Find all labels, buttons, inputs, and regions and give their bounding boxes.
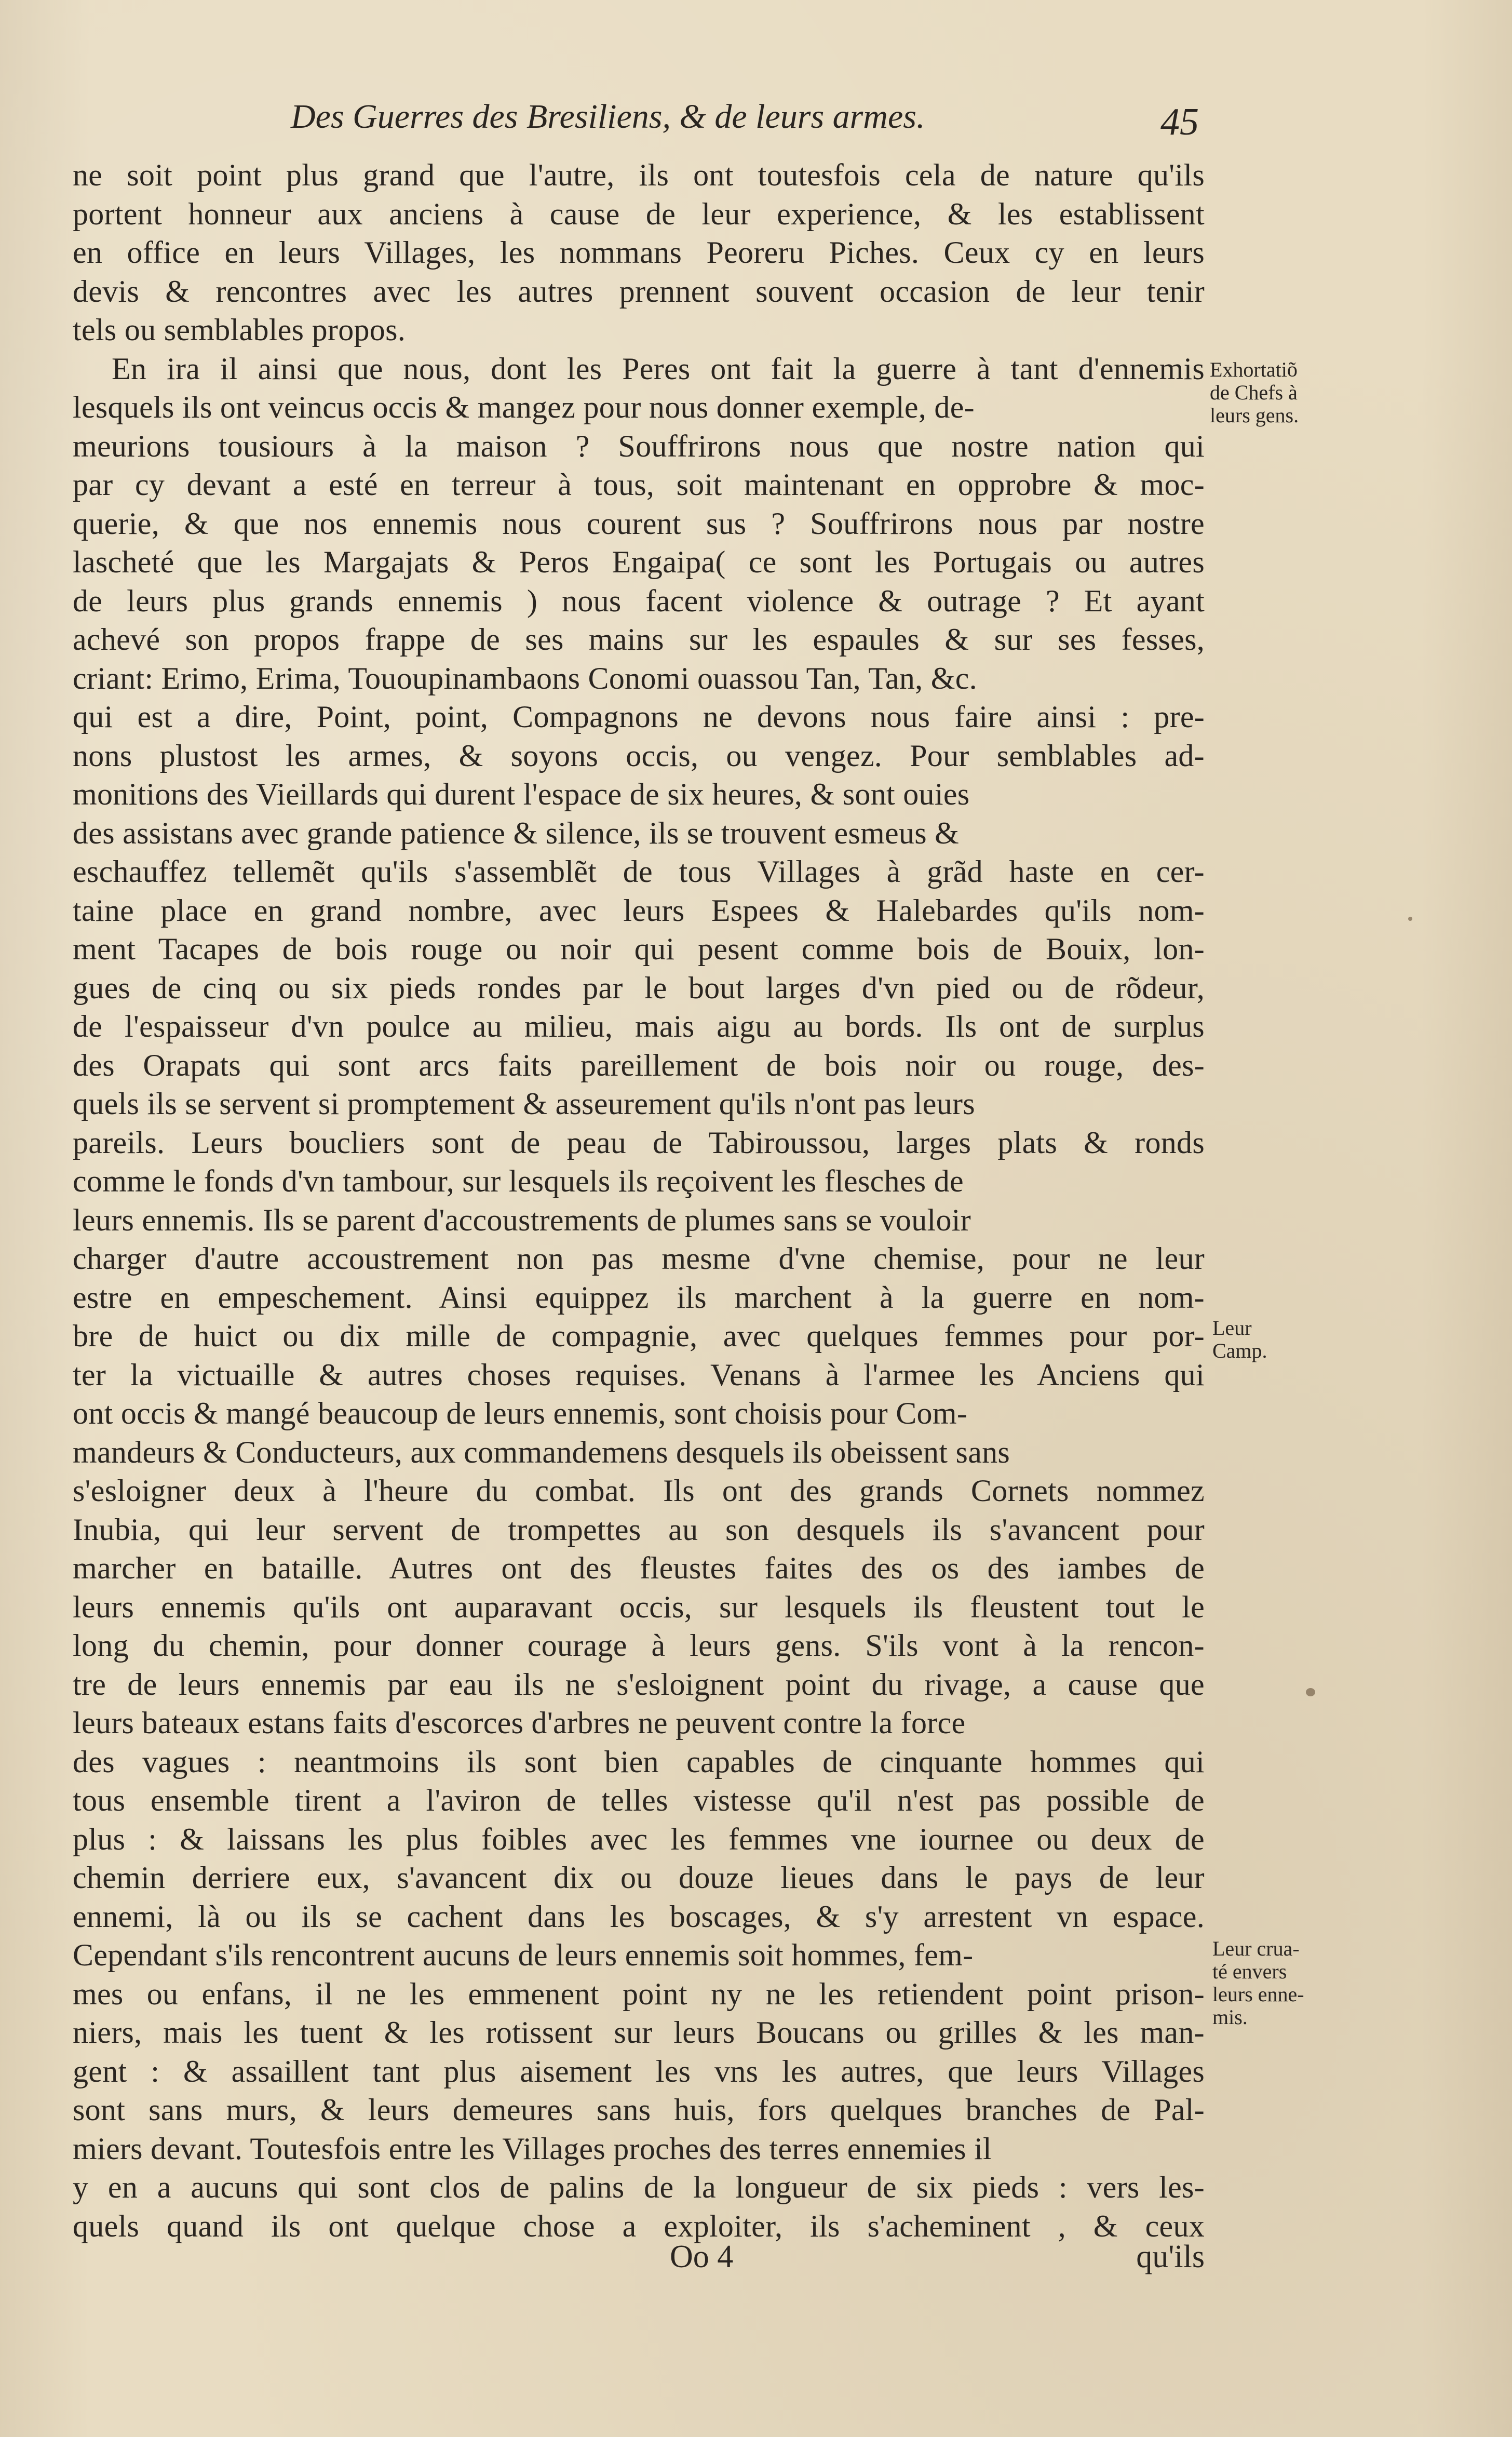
text-line: ter la victuaille & autres choses requises. Venans à l'armee les Anciens qui (73, 1357, 1205, 1392)
text-line: leurs ennemis. Ils se parent d'accoustrements de plumes sans se vouloir (73, 1202, 971, 1237)
signature-mark: Oo 4 (670, 2239, 734, 2274)
text-line: En ira il ainsi que nous, dont les Peres ont fait la guerre à tant d'ennemis (112, 351, 1205, 386)
margin-note-line: leurs gens. (1210, 404, 1299, 427)
running-title: Des Guerres des Bresiliens, & de leurs armes. (291, 98, 925, 136)
text-line: niers, mais les tuent & les rotissent sur leurs Boucans ou grilles & les man- (73, 2015, 1205, 2050)
text-line: criant: Erimo, Erima, Tououpinambaons Conomi ouassou Tan, Tan, &c. (73, 661, 977, 695)
page-number: 45 (1160, 101, 1199, 143)
catchword: qu'ils (1136, 2239, 1205, 2274)
text-line: par cy devant a esté en terreur à tous, soit maintenant en opprobre & moc- (73, 467, 1205, 502)
text-line: ment Tacapes de bois rouge ou noir qui pesent comme bois de Bouix, lon- (73, 932, 1205, 966)
text-line: plus : & laissans les plus foibles avec les femmes vne iournee ou deux de (73, 1822, 1205, 1856)
text-line: ne soit point plus grand que l'autre, ils ont toutesfois cela de nature qu'ils (73, 158, 1205, 192)
text-line: leurs ennemis qu'ils ont auparavant occis, sur lesquels ils fleustent tout le (73, 1589, 1205, 1624)
text-line: taine place en grand nombre, avec leurs Espees & Halebardes qu'ils nom- (73, 893, 1205, 928)
text-line: Inubia, qui leur servent de trompettes au son desquels ils s'avancent pour (73, 1512, 1205, 1547)
text-line: sont sans murs, & leurs demeures sans huis, fors quelques branches de Pal- (73, 2093, 1205, 2127)
text-line: des vagues : neantmoins ils sont bien capables de cinquante hommes qui (73, 1744, 1205, 1779)
body-text (73, 156, 1205, 2245)
text-line: de leurs plus grands ennemis ) nous facent violence & outrage ? Et ayant (73, 583, 1205, 618)
text-line: achevé son propos frappe de ses mains sur les espaules & sur ses fesses, (73, 622, 1205, 657)
text-line: s'esloigner deux à l'heure du combat. Ils ont des grands Cornets nommez (73, 1474, 1205, 1508)
text-line: tre de leurs ennemis par eau ils ne s'esloignent point du rivage, a cause que (73, 1667, 1205, 1702)
text-line: meurions tousiours à la maison ? Souffrirons nous que nostre nation qui (73, 429, 1205, 463)
text-line: nons plustost les armes, & soyons occis, ou vengez. Pour semblables ad- (73, 738, 1205, 773)
text-line: gues de cinq ou six pieds rondes par le bout larges d'vn pied ou de rõdeur, (73, 970, 1205, 1005)
text-line: pareils. Leurs boucliers sont de peau de Tabiroussou, larges plats & ronds (73, 1125, 1205, 1160)
text-line: des Orapats qui sont arcs faits pareillement de bois noir ou rouge, des- (73, 1048, 1205, 1082)
margin-note-line: de Chefs à (1210, 381, 1298, 404)
margin-note-line: mis. (1212, 2005, 1248, 2029)
text-line: tels ou semblables propos. (73, 313, 406, 347)
text-line: qui est a dire, Point, point, Compagnons ne devons nous faire ainsi : pre- (73, 700, 1205, 734)
text-line: lascheté que les Margajats & Peros Engaipa( ce sont les Portugais ou autres (73, 545, 1205, 579)
margin-note-cruaute (1212, 1937, 1304, 2029)
text-line: quels ils se servent si promptement & asseurement qu'ils n'ont pas leurs (73, 1087, 975, 1121)
text-line: chemin derriere eux, s'avancent dix ou douze lieues dans le pays de leur (73, 1860, 1205, 1895)
margin-note-exhortation (1210, 358, 1299, 427)
text-line: charger d'autre accoustrement non pas mesme d'vne chemise, pour ne leur (73, 1241, 1205, 1276)
text-line: devis & rencontres avec les autres prennent souvent occasion de leur tenir (73, 274, 1205, 309)
margin-note-line: Exhortatiõ (1210, 358, 1298, 381)
page-footer (73, 2236, 1205, 2278)
text-line: en office en leurs Villages, les nommans Peoreru Piches. Ceux cy en leurs (73, 235, 1205, 270)
text-line: ont occis & mangé beaucoup de leurs ennemis, sont choisis pour Com- (73, 1396, 968, 1430)
margin-note-line: Camp. (1212, 1339, 1267, 1362)
text-line: marcher en bataille. Autres ont des fleustes faites des os des iambes de (73, 1551, 1205, 1585)
margin-note-line: leurs enne- (1212, 1983, 1304, 2006)
text-line: long du chemin, pour donner courage à leurs gens. S'ils vont à la rencon- (73, 1628, 1205, 1663)
text-line: tous ensemble tirent a l'aviron de telles vistesse qu'il n'est pas possible de (73, 1783, 1205, 1817)
text-line: leurs bateaux estans faits d'escorces d'arbres ne peuvent contre la force (73, 1706, 966, 1740)
text-line: monitions des Vieillards qui durent l'espace de six heures, & sont ouies (73, 777, 970, 811)
margin-note-camp (1212, 1317, 1267, 1362)
text-line: estre en empeschement. Ainsi equippez ils marchent à la guerre en nom- (73, 1280, 1205, 1315)
text-line: y en a aucuns qui sont clos de palins de la longueur de six pieds : vers les- (73, 2170, 1205, 2204)
text-line: mes ou enfans, il ne les emmenent point ny ne les retiendent point prison- (73, 1976, 1205, 2011)
text-line: des assistans avec grande patience & silence, ils se trouvent esmeus & (73, 815, 960, 850)
text-line: bre de huict ou dix mille de compagnie, avec quelques femmes pour por- (73, 1319, 1205, 1353)
margin-note-line: té envers (1212, 1960, 1287, 1983)
text-line: lesquels ils ont veincus occis & mangez pour nous donner exemple, de- (73, 390, 975, 424)
ink-spot (1408, 917, 1412, 921)
text-line: portent honneur aux anciens à cause de leur experience, & les establissent (73, 196, 1205, 231)
text-line: ennemi, là ou ils se cachent dans les boscages, & s'y arrestent vn espace. (73, 1899, 1205, 1934)
text-line: de l'espaisseur d'vn poulce au milieu, mais aigu au bords. Ils ont de surplus (73, 1009, 1205, 1043)
text-line: querie, & que nos ennemis nous courent sus ? Souffrirons nous par nostre (73, 506, 1205, 541)
text-line: quels quand ils ont quelque chose a exploiter, ils s'acheminent , & ceux (73, 2208, 1205, 2243)
text-line: gent : & assaillent tant plus aisement les vns les autres, que leurs Villages (73, 2054, 1205, 2088)
ink-spot (1306, 1688, 1315, 1696)
text-line: miers devant. Toutesfois entre les Villages proches des terres ennemies il (73, 2131, 992, 2166)
text-line: Cependant s'ils rencontrent aucuns de leurs ennemis soit hommes, fem- (73, 1938, 974, 1972)
margin-note-line: Leur crua- (1212, 1937, 1300, 1960)
text-line: comme le fonds d'vn tambour, sur lesquels ils reçoivent les flesches de (73, 1164, 964, 1198)
text-line: eschauffez tellemẽt qu'ils s'assemblẽt de tous Villages à grãd haste en cer- (73, 854, 1205, 889)
margin-note-line: Leur (1212, 1316, 1252, 1340)
text-line: mandeurs & Conducteurs, aux commandemens desquels ils obeissent sans (73, 1435, 1010, 1469)
